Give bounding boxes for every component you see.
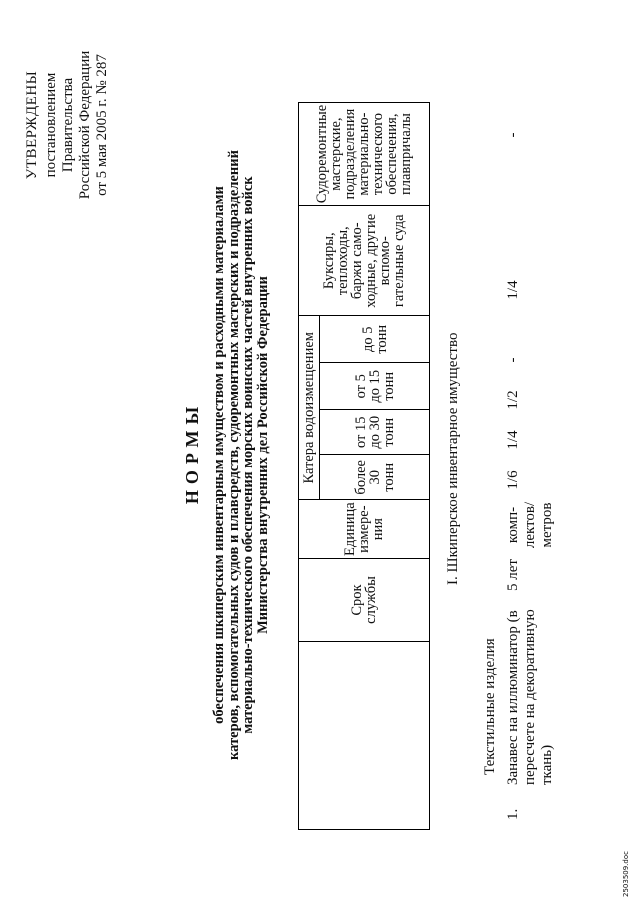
- file-footer: 2503509.doc: [622, 851, 630, 897]
- document-subtitle: [212, 75, 270, 835]
- row-number: 1.: [505, 808, 521, 820]
- group-title: Текстильные изделия: [482, 638, 498, 775]
- header-boats-over-30: более 30 тонн: [320, 455, 430, 500]
- row-name: Занавес на иллюминатор (в пересчете на декоративную ткань): [505, 609, 555, 785]
- row-value-boats-under-5: -: [505, 357, 521, 363]
- subtitle-line: катеров, вспомогательных судов и плавсредств, судоремонтных мастерских и подразделений: [225, 150, 242, 760]
- approval-line-2: Российской Федерации: [77, 50, 93, 200]
- approval-heading: УТВЕРЖДЕНЫ: [24, 70, 40, 180]
- header-boats-under-5: до 5 тонн: [320, 316, 430, 363]
- subtitle-line: Министерства внутренних дел Российской Федерации: [254, 276, 271, 634]
- section-title: I. Шкиперское инвентарное имущество: [445, 332, 461, 585]
- header-repair: Судоремонтные мастерские, подразделения материально- технического обеспечения, плавпричалы: [299, 102, 430, 205]
- header-unit: Единица измере- ния: [299, 500, 430, 559]
- header-boats-group: Катера водоизмещением: [299, 316, 320, 500]
- row-value-repair: -: [505, 132, 521, 138]
- subtitle-line: материально-технического обеспечения морских воинских частей внутренних войск: [240, 176, 256, 734]
- header-boats-5-15: от 5 до 15 тонн: [320, 363, 430, 410]
- document-title: НОРМЫ: [182, 400, 202, 505]
- approval-stamp: [24, 25, 111, 225]
- empty-name-header: [299, 642, 430, 830]
- row-value-boats-5-15: 1/2: [505, 390, 521, 410]
- row-value-boats-15-30: 1/4: [505, 430, 521, 450]
- header-boats-15-30: от 15 до 30 тонн: [320, 410, 430, 455]
- norms-table-header: [298, 102, 430, 830]
- row-service-life: 5 лет: [505, 559, 521, 591]
- approval-line-3: от 5 мая 2005 г. № 287: [94, 54, 110, 196]
- row-unit: комп- лектов/ метров: [505, 501, 555, 549]
- subtitle-line: обеспечения шкиперским инвентарным имуществом и расходными материалами: [211, 186, 227, 724]
- row-value-tugs: 1/4: [505, 280, 521, 300]
- row-value-boats-over-30: 1/6: [505, 470, 521, 490]
- header-tugs: Буксиры, теплоходы, баржи само- ходные, другие вспомо- гательные суда: [299, 206, 430, 316]
- approval-line-1: постановлением Правительства: [43, 72, 76, 178]
- header-service-life: Срок службы: [299, 559, 430, 642]
